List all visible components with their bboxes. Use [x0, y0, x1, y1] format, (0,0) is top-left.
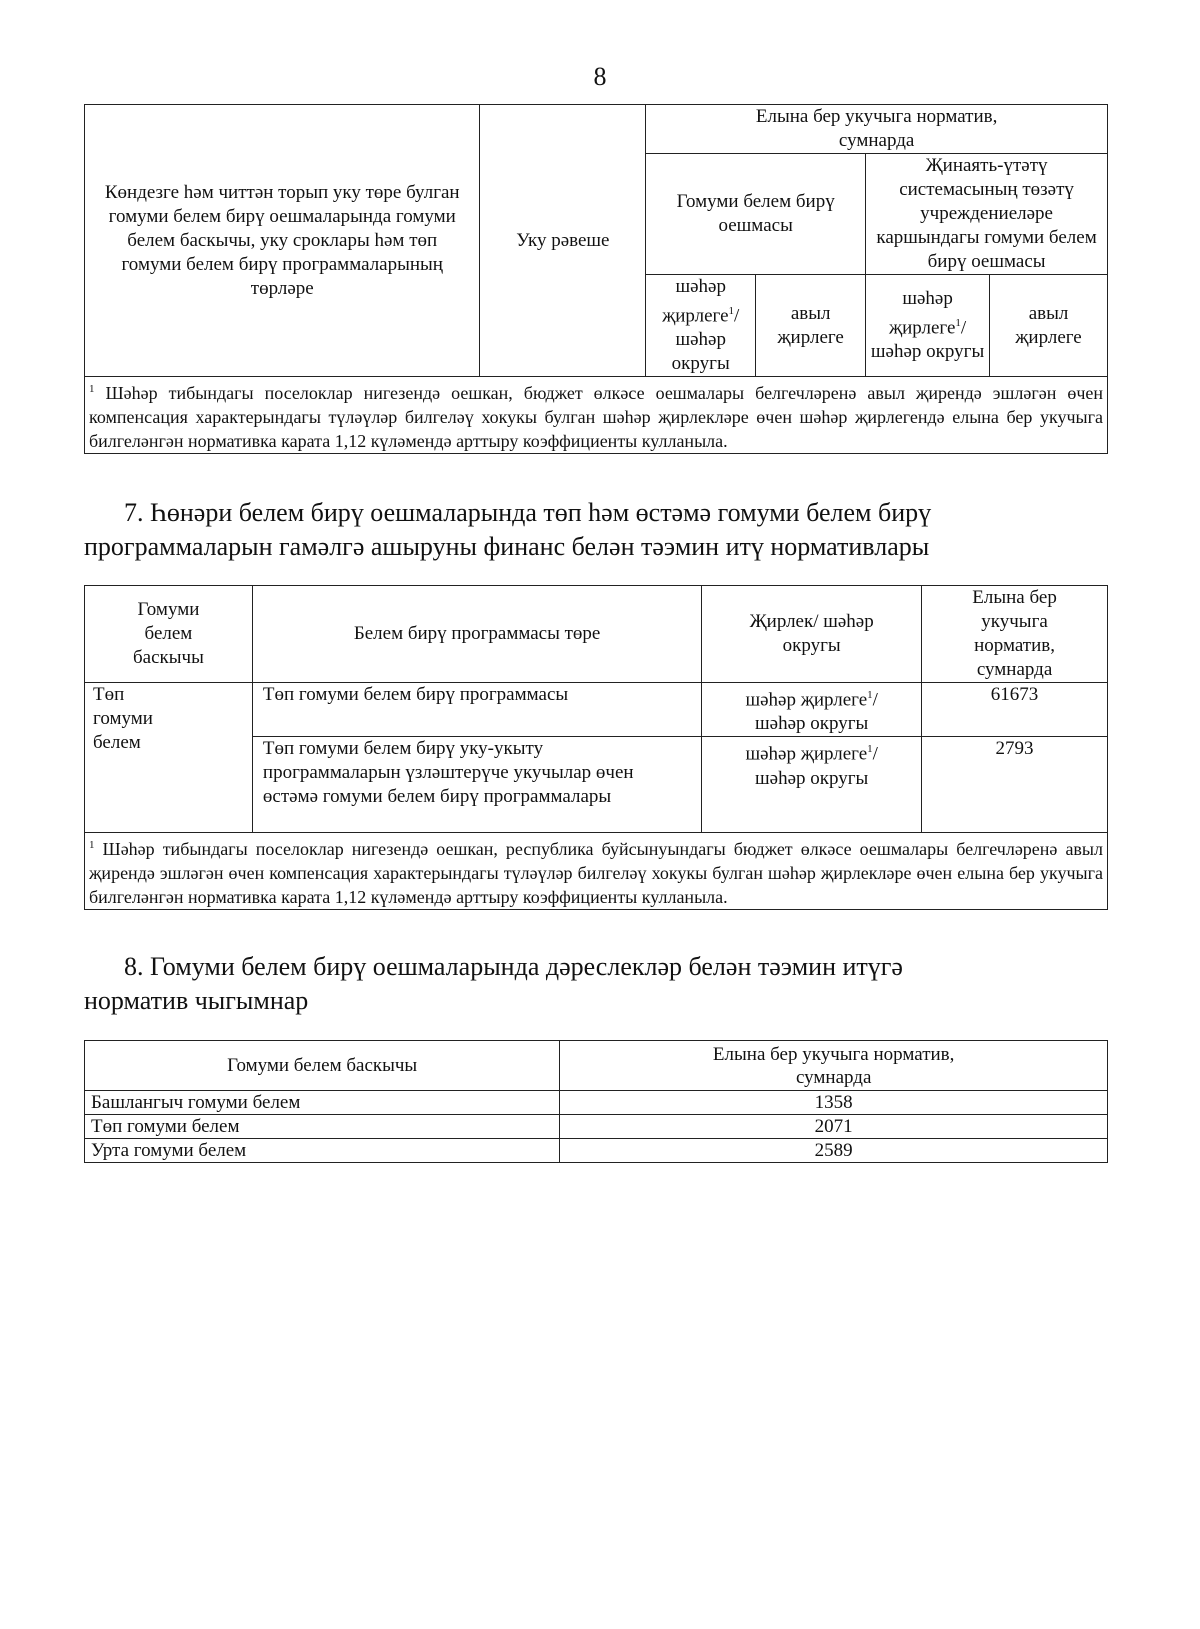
level-cell: Төп гомуми белем — [85, 1115, 560, 1139]
locality-cell: шәһәр җирлеге$^1$/ шәһәр округы — [702, 683, 922, 737]
education-level-cell: Төп гомуми белем — [85, 683, 253, 833]
header-locality: Җирлек/ шәһәр округы — [702, 586, 922, 683]
header-urban-2: шәһәр җирлеге$^1$/ шәһәр округы — [866, 275, 990, 377]
level-cell: Башлангыч гомуми белем — [85, 1091, 560, 1115]
value-cell: 2793 — [922, 737, 1108, 833]
program-cell: Төп гомуми белем бирү программасы — [252, 683, 701, 737]
value-cell: 61673 — [922, 683, 1108, 737]
header-forms-of-education: Көндезге һәм читтән торып уку төре булган гомуми белем бирү оешмаларында гомуми белем баскычы, уку сроклары һәм төп гомуми белем бирү программаларының төрләре — [85, 105, 480, 377]
section-7-heading: 7. Һөнәри белем бирү оешмаларында төп һәм өстәмә гомуми белем бирү программаларын гамәлгә ашыруны финанс белән тәэмин итү нормативлары — [84, 498, 932, 561]
table-row — [85, 1091, 1108, 1115]
locality-cell: шәһәр җирлеге$^1$/ шәһәр округы — [702, 737, 922, 833]
table-row — [85, 1139, 1108, 1163]
table-row — [85, 1115, 1108, 1139]
value-cell: 1358 — [560, 1091, 1108, 1115]
header-urban-1: шәһәр җирлеге$^1$/ шәһәр округы — [646, 275, 756, 377]
header-study-form: Уку рәвеше — [480, 105, 646, 377]
header-general-education-org: Гомуми белем бирү оешмасы — [646, 154, 866, 275]
header-program-type: Белем бирү программасы төре — [252, 586, 701, 683]
footnote-2: $^1$ Шәһәр тибындагы поселоклар нигезендә оешкан, республика буйсынуындагы бюджет өлкәсе оешмалары белгечләренә авыл җирендә эшләгән өчен компенсация характерындагы түләүләр билгеләү хокукы булган шәһәр җирлекләре өчен елына бер укучыга билгеләнгән нормативка карата 1,12 күләмендә арттыру коэффициенты кулланыла. — [85, 833, 1108, 910]
section-8-heading: 8. Гомуми белем бирү оешмаларында дәреслекләр белән тәэмин итүгә норматив чыгымнар — [84, 952, 903, 1015]
header-correctional-institution-org: Җинаять-үтәтү системасының төзәтү учреждениеләре каршындагы гомуми белем бирү оешмасы — [866, 154, 1108, 275]
program-cell: Төп гомуми белем бирү уку-укыту программаларын үзләштерүче укучылар өчен өстәмә гомуми белем бирү программалары — [252, 737, 701, 833]
page-number: 8 — [593, 62, 607, 91]
header-standard: Елына бер укучыга норматив, сумнарда — [922, 586, 1108, 683]
table-textbook-standards — [84, 1040, 1108, 1163]
value-cell: 2071 — [560, 1115, 1108, 1139]
table-vocational-standards — [84, 585, 1108, 910]
table-per-student-standards — [84, 104, 1108, 454]
table-row — [85, 683, 1108, 737]
header-education-level: Гомуми белем баскычы — [85, 586, 253, 683]
header-standard-per-student: Елына бер укучыга норматив, сумнарда — [646, 105, 1108, 154]
level-cell: Урта гомуми белем — [85, 1139, 560, 1163]
header-rural-1: авыл җирлеге — [756, 275, 866, 377]
header-education-level: Гомуми белем баскычы — [85, 1041, 560, 1091]
header-standard: Елына бер укучыга норматив, сумнарда — [560, 1041, 1108, 1091]
header-rural-2: авыл җирлеге — [990, 275, 1108, 377]
footnote-1: $^1$ Шәһәр тибындагы поселоклар нигезендә оешкан, бюджет өлкәсе оешмалары белгечләренә авыл җирендә эшләгән өчен компенсация характерындагы түләүләр билгеләү хокукы булган шәһәр җирлекләре өчен шәһәр җирлегендә елына бер укучыга билгеләнгән нормативка карата 1,12 күләмендә арттыру коэффициенты кулланыла. — [85, 377, 1108, 454]
value-cell: 2589 — [560, 1139, 1108, 1163]
